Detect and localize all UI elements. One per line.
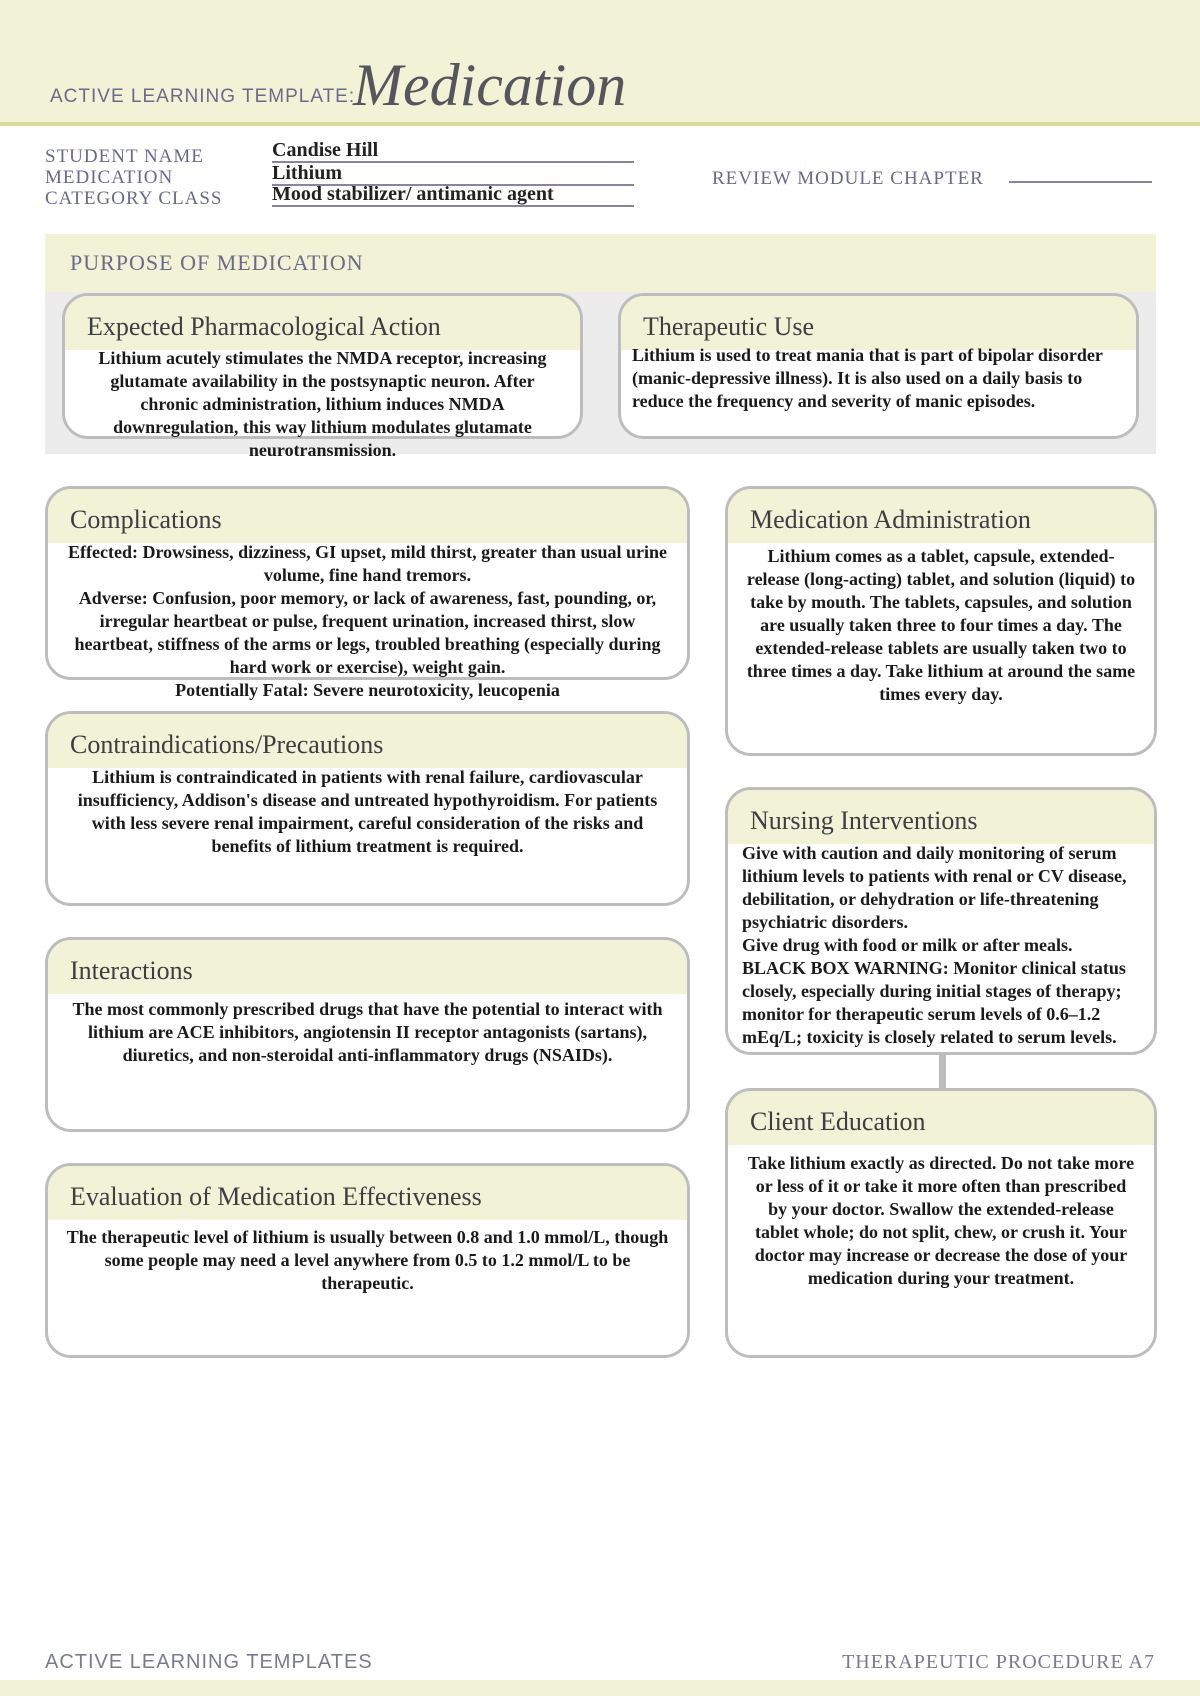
nursing-text-1: Give with caution and daily monitoring of serum lithium levels to patients with renal or CV disease, debilitation, or dehydration or life-threatening psychiatric disorders.: [742, 843, 1127, 932]
footer-left: ACTIVE LEARNING TEMPLATES: [45, 1651, 373, 1673]
evaluation-title: Evaluation of Medication Effectiveness: [70, 1182, 482, 1211]
complications-fatal: Potentially Fatal: Severe neurotoxicity, leucopenia: [175, 680, 560, 700]
therapeutic-use-card: [618, 293, 1139, 439]
category-class-label: CATEGORY CLASS: [45, 188, 223, 209]
review-module-field[interactable]: [1009, 181, 1152, 183]
nursing-text[interactable]: [742, 842, 1144, 1049]
interactions-text[interactable]: The most commonly prescribed drugs that have the potential to interact with lithium are ACE inhibitors, angiotensin II receptor antagonists (sartans), diuretics, and non-steroidal anti-inflammatory drugs (NSAIDs).: [72, 999, 663, 1065]
medication-label: MEDICATION: [45, 167, 174, 188]
contraindications-card: [45, 711, 690, 906]
complications-title: Complications: [70, 505, 222, 534]
interactions-card: [45, 937, 690, 1132]
therapeutic-use-text[interactable]: Lithium is used to treat mania that is part of bipolar disorder (manic-depressive illness). It is also used on a daily basis to reduce the frequency and severity of manic episodes.: [632, 345, 1103, 411]
administration-text[interactable]: Lithium comes as a tablet, capsule, extended-release (long-acting) tablet, and solution (liquid) to take by mouth. The tablets, capsules, and solution are usually taken three to four times a day. The extended-release tablets are usually taken two to three times a day. Take lithium at around the same times every day.: [746, 546, 1136, 704]
client-education-title: Client Education: [750, 1107, 926, 1136]
footer-rule: [0, 1680, 1200, 1696]
administration-card: [725, 486, 1157, 756]
evaluation-card: [45, 1163, 690, 1358]
evaluation-text[interactable]: The therapeutic level of lithium is usually between 0.8 and 1.0 mmol/L, though some people may need a level anywhere from 0.5 to 1.2 mmol/L to be therapeutic.: [66, 1227, 669, 1293]
administration-title: Medication Administration: [750, 505, 1031, 534]
student-name-label: STUDENT NAME: [45, 146, 204, 167]
contraindications-title: Contraindications/Precautions: [70, 730, 384, 759]
contraindications-text[interactable]: Lithium is contraindicated in patients with renal failure, cardiovascular insufficiency, Addison's disease and untreated hypothyroidism. For patients with less severe renal impairment, careful consideration of the risks and benefits of lithium treatment is required.: [77, 767, 658, 856]
expected-action-title: Expected Pharmacological Action: [87, 312, 441, 341]
complications-adverse: Adverse: Confusion, poor memory, or lack of awareness, fast, pounding, or, irregular heartbeat or pulse, frequent urination, increased thirst, slow heartbeat, stiffness of the arms or legs, troubled breathing (especially during hard work or exercise), weight gain.: [74, 588, 661, 677]
header-rule: [0, 122, 1200, 126]
footer-right: THERAPEUTIC PROCEDURE A7: [842, 1651, 1155, 1673]
template-title: Medication: [353, 52, 627, 118]
complications-effected: Effected: Drowsiness, dizziness, GI upset, mild thirst, greater than usual urine volume, fine hand tremors.: [67, 542, 667, 585]
complications-text[interactable]: [62, 541, 673, 702]
nursing-text-3: BLACK BOX WARNING: Monitor clinical status closely, especially during initial stages of therapy; monitor for therapeutic serum levels of 0.6–1.2 mEq/L; toxicity is closely related to serum levels.: [742, 958, 1126, 1047]
expected-action-card: [62, 293, 583, 460]
interactions-title: Interactions: [70, 956, 193, 985]
expected-action-text[interactable]: Lithium acutely stimulates the NMDA receptor, increasing glutamate availability in the postsynaptic neuron. After chronic administration, lithium induces NMDA downregulation, this way lithium modulates glutamate neurotransmission.: [98, 348, 547, 460]
template-prefix: ACTIVE LEARNING TEMPLATE:: [50, 86, 356, 107]
connector-line: [939, 1053, 946, 1089]
nursing-title: Nursing Interventions: [750, 806, 978, 835]
client-education-text[interactable]: Take lithium exactly as directed. Do not take more or less of it or take it more often than prescribed by your doctor. Swallow the extended-release tablet whole; do not split, chew, or crush it. Your doctor may increase or decrease the dose of your medication during your treatment.: [747, 1153, 1135, 1288]
review-module-label: REVIEW MODULE CHAPTER: [712, 168, 984, 189]
nursing-text-2: Give drug with food or milk or after meals.: [742, 935, 1073, 955]
category-class-field[interactable]: Mood stabilizer/ antimanic agent: [272, 184, 634, 207]
medication-field[interactable]: Lithium: [272, 163, 634, 186]
purpose-title: PURPOSE OF MEDICATION: [70, 250, 364, 275]
therapeutic-use-title: Therapeutic Use: [643, 312, 815, 341]
client-education-card: [725, 1088, 1157, 1358]
student-name-field[interactable]: Candise Hill: [272, 140, 634, 163]
nursing-card: [725, 787, 1157, 1055]
complications-card: [45, 486, 690, 700]
